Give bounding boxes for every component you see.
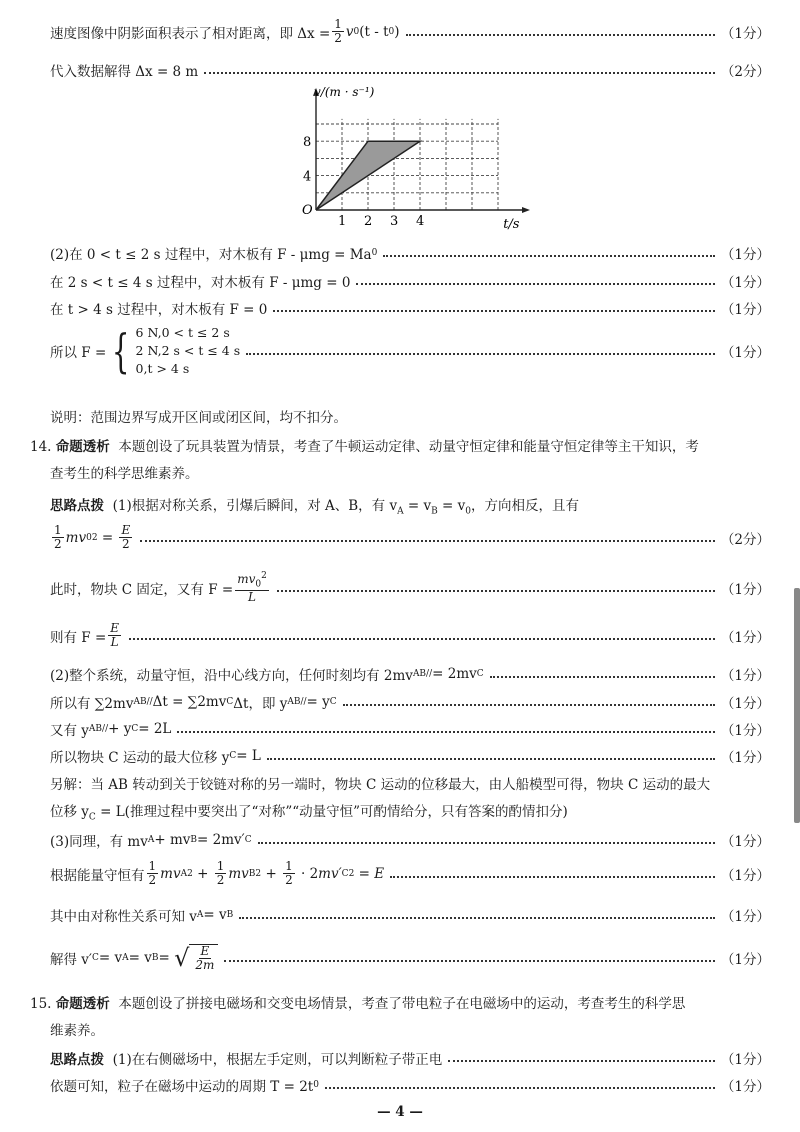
line-result-delta-x: 代入数据解得 Δx = 8 m （2分） xyxy=(50,60,770,80)
x-tick-label: 2 xyxy=(364,214,373,229)
eq-sum: 所以有 ∑2mv AB// Δt = ∑2mv C Δt，即 y AB// = y C （1分） xyxy=(50,694,770,712)
sqrt: √ $\frac{E}{2m}$ xyxy=(174,944,218,972)
q14-header-cont: 查考生的科学思维素养。 xyxy=(50,466,199,482)
page-number: — 4 — xyxy=(377,1104,423,1120)
score: （1分） xyxy=(720,25,770,42)
origin-label: O xyxy=(302,203,313,218)
eq-sum-2L: 又有 y AB// + y C = 2L （1分） xyxy=(50,721,770,739)
x-axis-label: t/s xyxy=(503,217,520,232)
score: （1分） xyxy=(720,867,770,884)
line-relative-distance: 速度图像中阴影面积表示了相对距离，即 Δx = $\frac{1}{2}$ v 0 (t - t 0 ) （1分） xyxy=(50,17,770,46)
leader-dots xyxy=(325,1087,715,1089)
score: （1分） xyxy=(720,1052,770,1068)
line-piecewise-F: 所以 F = { 6 N,0 < t ≤ 2 s 2 N,2 s < t ≤ 4 s 0,t > 4 s （1分） xyxy=(50,324,770,379)
score: （2分） xyxy=(720,531,770,548)
score: （1分） xyxy=(720,275,770,291)
q15-period: 依题可知，粒子在磁场中运动的周期 T = 2t 0 （1分） xyxy=(50,1075,770,1095)
score: （1分） xyxy=(720,909,770,925)
q14-header: 14. 命题透析 本题创设了玩具装置为情景，考查了牛顿运动定律、动量守恒定律和能量守恒定律等主干知识，考 xyxy=(30,439,699,455)
score: （1分） xyxy=(720,302,770,318)
left-brace: { xyxy=(112,324,130,379)
leader-dots xyxy=(406,34,715,36)
q15-header: 15. 命题透析 本题创设了拼接电磁场和交变电场情景，考查了带电粒子在电磁场中的运动，考查考生的科学思 xyxy=(30,996,686,1012)
x-axis-arrow xyxy=(522,207,530,213)
line-case-2: 在 2 s < t ≤ 4 s 过程中，对木板有 F - μmg = 0 （1分） xyxy=(50,271,770,291)
line-case-3: 在 t > 4 s 过程中，对木板有 F = 0 （1分） xyxy=(50,298,770,318)
score: （1分） xyxy=(720,834,770,850)
leader-dots xyxy=(490,676,715,678)
leader-dots xyxy=(224,960,715,962)
velocity-time-chart xyxy=(290,82,530,232)
score: （1分） xyxy=(720,1079,770,1095)
eq-energy-conservation: 根据能量守恒有 $\frac{1}{2}$ mv A 2 + $\frac{1}{2}$ mv B 2 + $\frac{1}{2}$ · 2 mv′ C 2 = E （1分） xyxy=(50,859,770,888)
leader-dots xyxy=(390,876,715,878)
score: （1分） xyxy=(720,696,770,712)
x-tick-label: 1 xyxy=(338,214,347,229)
leader-dots xyxy=(343,704,715,706)
fraction-half: $\frac{1}{2}$ xyxy=(334,17,342,46)
x-tick-label: 4 xyxy=(416,214,425,229)
leader-dots xyxy=(277,590,715,592)
q15-header-cont: 维素养。 xyxy=(50,1023,104,1039)
q14-hint: 思路点拨 (1)根据对称关系，引爆后瞬间，对 A、B，有 $v_A = v_B = v_0$，方向相反，且有 xyxy=(50,498,580,517)
score: （1分） xyxy=(720,345,770,362)
line-case-1: (2)在 0 < t ≤ 2 s 过程中，对木板有 F - μmg = Ma 0 （1分） xyxy=(50,243,770,263)
alt-solution: 另解：当 AB 转动到关于铰链对称的另一端时，物块 C 运动的位移最大，由人船模型可得，物块 C 运动的最大 xyxy=(50,777,711,793)
score: （2分） xyxy=(720,64,770,80)
alt-solution-cont: 位移 $y_C = L$(推理过程中要突出了“对称”“动量守恒”可酌情给分，只有答案的酌情扣分) xyxy=(50,804,568,823)
q15-hint: 思路点拨 (1)在右侧磁场中，根据左手定则，可以判断粒子带正电 （1分） xyxy=(50,1048,770,1068)
x-tick-label: 3 xyxy=(390,214,399,229)
leader-dots xyxy=(267,758,715,760)
leader-dots xyxy=(140,540,715,542)
eq-momentum-3: (3)同理，有 mv A + mv B = 2mv′ C （1分） xyxy=(50,832,770,850)
eq-max-displacement: 所以物块 C 运动的最大位移 y C = L （1分） xyxy=(50,748,770,766)
score: （1分） xyxy=(720,582,770,599)
leader-dots xyxy=(129,638,715,640)
y-tick-label: 4 xyxy=(303,169,312,185)
y-tick-label: 8 xyxy=(303,135,312,151)
eq-force-2: 则有 F = $\frac{E}{L}$ （1分） xyxy=(50,621,770,650)
score: （1分） xyxy=(720,247,770,263)
chart-grid xyxy=(316,119,498,210)
leader-dots xyxy=(356,283,714,285)
note: 说明：范围边界写成开区间或闭区间，均不扣分。 xyxy=(50,410,347,426)
leader-dots xyxy=(246,353,715,355)
leader-dots xyxy=(448,1060,715,1062)
leader-dots xyxy=(383,255,715,257)
scrollbar[interactable] xyxy=(794,588,800,823)
eq-force-1: 此时，物块 C 固定，又有 F = $\frac{mv_0^2}{L}$ （1分） xyxy=(50,571,770,605)
leader-dots xyxy=(204,72,715,74)
score: （1分） xyxy=(720,750,770,766)
leader-dots xyxy=(273,310,715,312)
eq-symmetry: 其中由对称性关系可知 v A = v B （1分） xyxy=(50,907,770,925)
score: （1分） xyxy=(720,952,770,969)
score: （1分） xyxy=(720,723,770,739)
eq-kinetic-energy: $\frac{1}{2}$ m v 0 2 = $\frac{E}{2}$ （2分） xyxy=(54,523,770,552)
y-axis-label: v/(m · s⁻¹) xyxy=(314,85,375,99)
score: （1分） xyxy=(720,668,770,684)
piecewise-cases: 6 N,0 < t ≤ 2 s 2 N,2 s < t ≤ 4 s 0,t > 4 s xyxy=(135,325,241,377)
leader-dots xyxy=(177,731,715,733)
score: （1分） xyxy=(720,629,770,646)
eq-momentum: (2)整个系统，动量守恒，沿中心线方向，任何时刻均有 2mv AB// = 2mv C （1分） xyxy=(50,666,770,684)
leader-dots xyxy=(239,917,715,919)
eq-solution: 解得 v′ C = v A = v B = √ $\frac{E}{2m}$ （1分） xyxy=(50,944,770,973)
leader-dots xyxy=(258,842,715,844)
